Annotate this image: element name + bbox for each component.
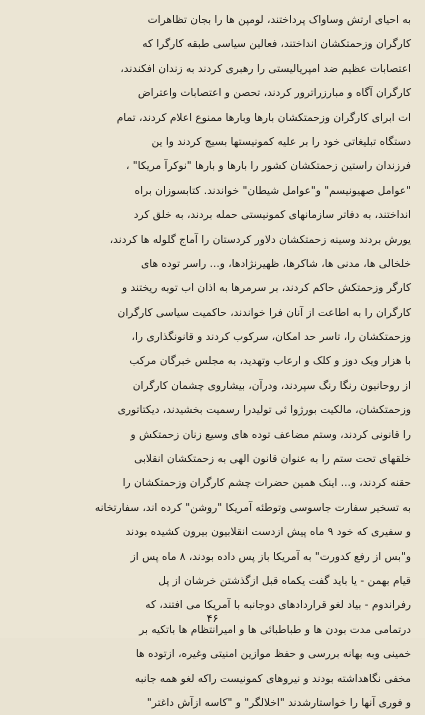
text-line: از روحانیون رنگا رنگ سپردند، ودرآن، بیشاروی چشمان کارگران (132, 379, 411, 392)
text-line: کارگران را به اطاعت از آنان فرا خواندند، حاکمیت سیاسی کارگران (117, 306, 411, 319)
text-line: کارگران آگاه و مبارزراترور کردند، تحصن و اعتصابات واعتراض (137, 87, 411, 100)
text-line: وزحمتکشان، مالکیت بورژوا ئی تولیدرا رسمیت بخشیدند، دیکتاتوری (117, 404, 411, 417)
text-line: فرزندان راستین زحمتکشان کشور را بارها و بارها "نوکرآ مریکا" ، (125, 160, 411, 173)
text-line: مخفی نگاهداشته بودند و نیروهای کمونیست راکه لغو همه جانبه (134, 672, 411, 685)
text-line: با هزار ویک دوز و کلک و ارعاب وتهدید، به مجلس خبرگان مرکب (129, 355, 411, 368)
text-line: دستگاه تبلیغاتی خود را بر علیه کمونیستها بسیج کردند وا ین (151, 135, 411, 148)
text-line: "عوامل صهیونیسم" و"عوامل شیطان" خواندند. کتابسوزان براه (134, 184, 411, 197)
text-line: کارگر وزحمتکش حاکم کردند، بر سرمرها به اذان اب توبه ریختند و (122, 282, 411, 295)
text-line: کارگران وزحمتکشان انداختند، فعالین سیاسی طبقه کارگرا که (142, 38, 411, 51)
text-line: خلقهای تحت ستم را به عنوان قانون الهی به زحمتکشان انقلابی (134, 453, 411, 466)
page-number: ۴۶ (206, 612, 219, 625)
text-line: و سفیری که خود ۹ ماه پیش ازدست انقلابیون بیرون کشیده بودند (125, 526, 411, 539)
text-line: رفراندوم - بیاد لغو قراردادهای دوجانبه با آمریکا می افتند، که (145, 599, 411, 612)
text-line: اعتصابات عظیم ضد امپریالیستی را رهبری کردند به زندان افکندند، (120, 62, 411, 75)
text-line: خلخالی ها، مدنی ها، شاکرها، ظهیرنژادها، و... راسر توده های (140, 257, 411, 270)
text-line: خمینی وبه بهانه بررسی و حفظ موازین امنیتی وغیره، ازتوده ها (135, 648, 411, 661)
text-line: به احیای ارتش وساواک پرداختند، لومپن ها را بجان تظاهرات (147, 14, 411, 26)
text-line: درتمامی مدت بودن ها و طباطبائی ها و امیرانتظام ها باتکیه بر (139, 623, 411, 636)
text-line: و فوری آنها را خواستارشدند "اخلالگر" و "کاسه ازآش داغتر" (146, 696, 411, 709)
text-line: را قانونی کردند، وستم مضاعف توده های وسیع زنان زحمتکش و (130, 428, 411, 441)
text-line: انداختند، به دفاتر سازمانهای کمونیستی حمله بردند، به خلق کرد (133, 209, 411, 222)
body-text (12, 8, 411, 715)
text-line: وزحمتکشان را، تاسر حد امکان، سرکوب کردند و قانونگذاری را، (131, 331, 411, 344)
text-line: حقنه کردند، و... اینک همین حضرات چشم کارگران وزحمتکشان را (122, 477, 411, 490)
text-line: قیام بهمن - یا باید گفت یکماه قبل ازگذشتن خرشان از پل (158, 574, 411, 587)
text-line: به تسخیر سفارت جاسوسی وتوطئه آمریکا "روشن" کرده اند، سفارتخانه (94, 501, 411, 514)
text-line: و"بس از رفع کدورت" به آمریکا باز پس داده بودند، ۸ ماه پس از (130, 550, 411, 563)
text-line: ات ابرای کارگران وزحمتکشان بارها وبارها ممنوع اعلام کردند، تمام (116, 111, 411, 124)
text-line: یورش بردند وسینه زحمتکشان دلاور کردستان را آماج گلوله ها کردند، (109, 233, 411, 246)
